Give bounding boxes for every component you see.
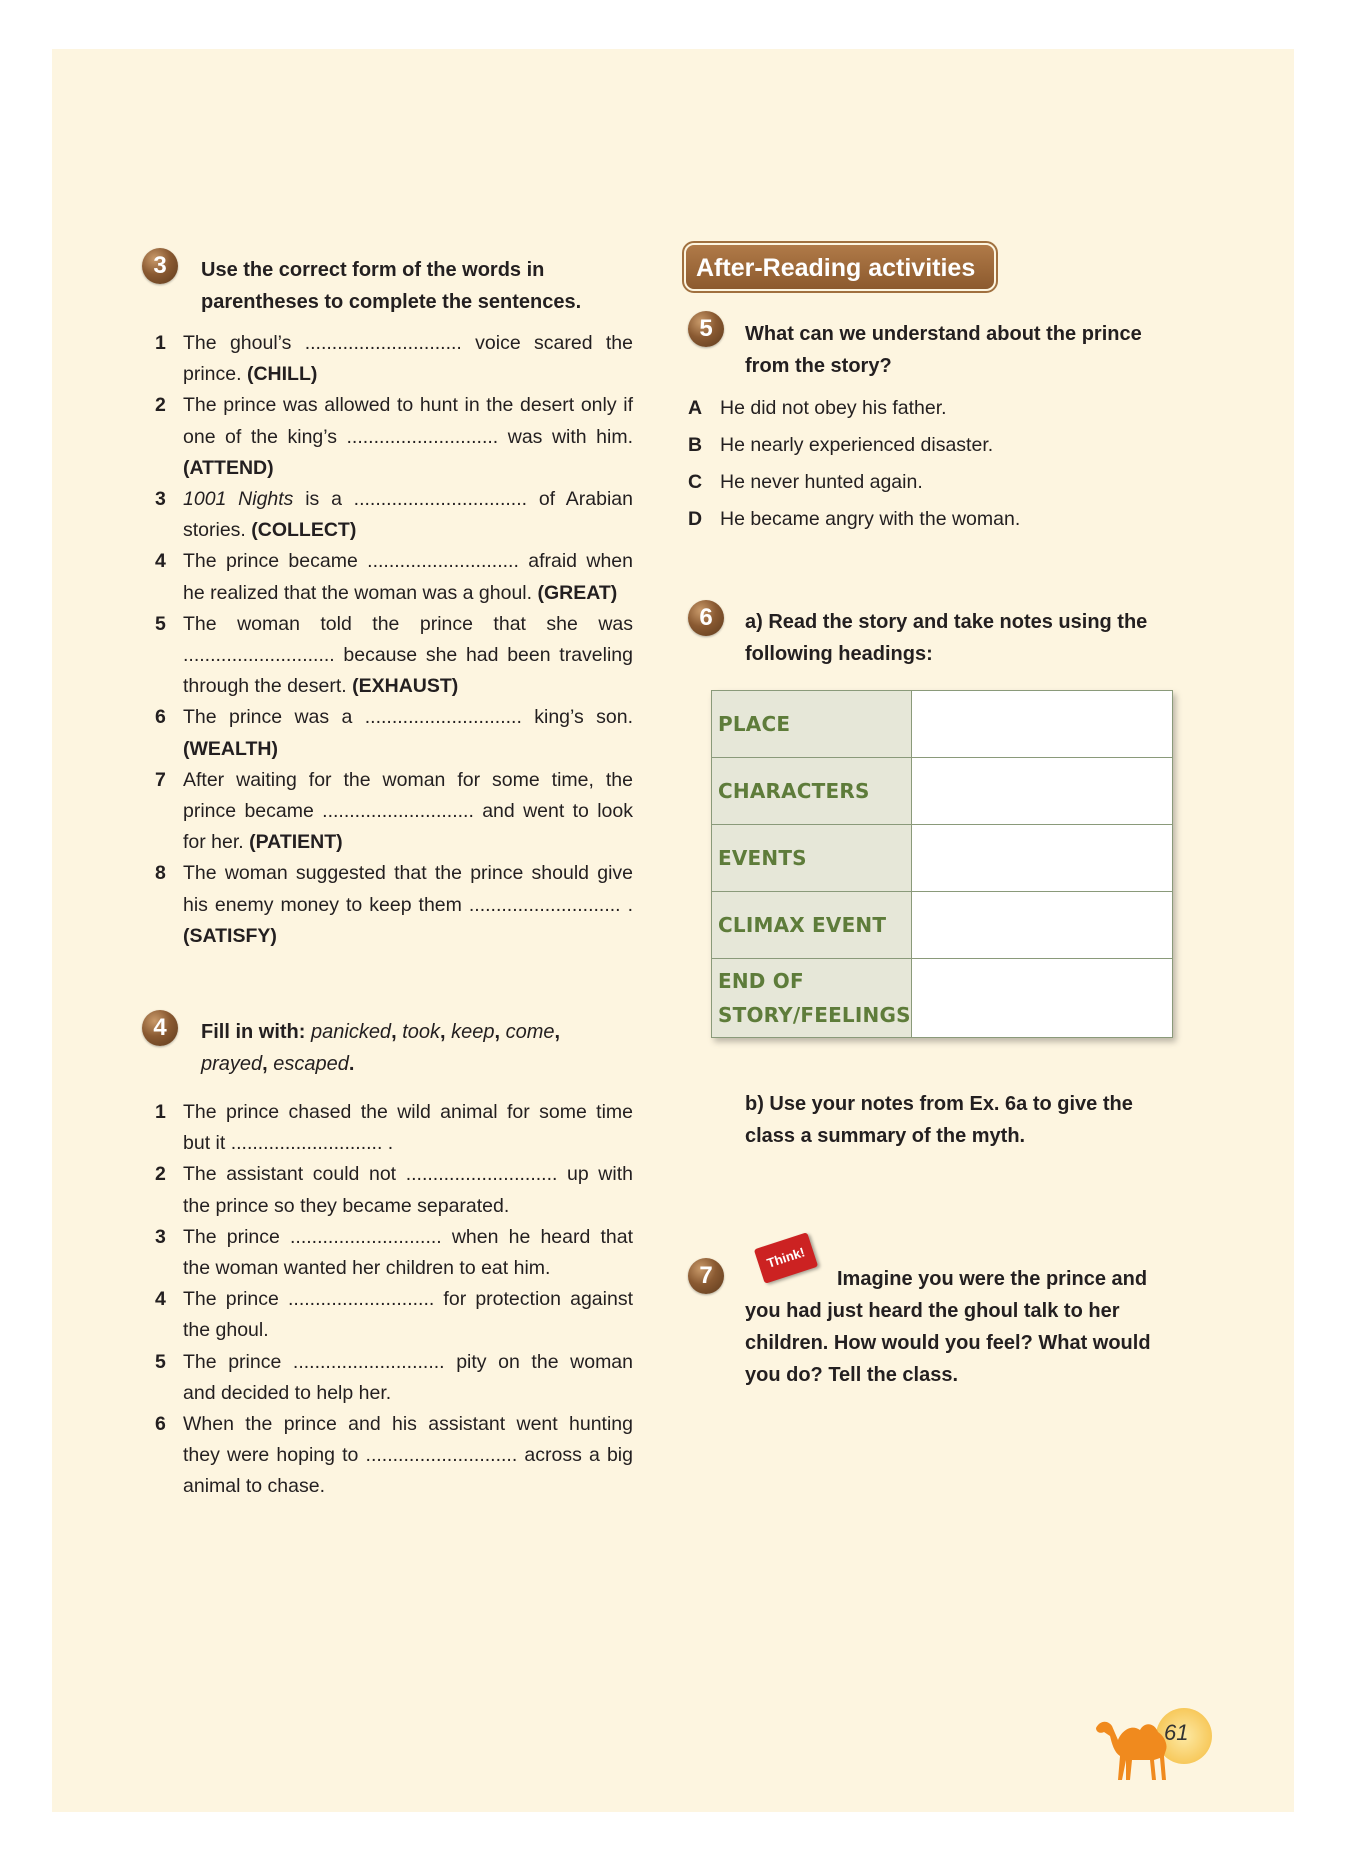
item-number: 1 (155, 332, 166, 354)
item-number: 3 (155, 488, 166, 511)
option-letter: D (688, 508, 703, 530)
notes-cell[interactable] (911, 691, 1172, 758)
item-text: The prince ............................ pity on the woman and decided to help her. (183, 1350, 633, 1404)
instruction-line: Imagine you were the prince and (837, 1268, 1148, 1290)
item-text: The woman told the prince that she was ............................ because she had been traveling through the desert. (183, 612, 633, 698)
list-item (141, 546, 633, 608)
table-heading: CLIMAX EVENT (712, 892, 912, 959)
item-text: The prince was allowed to hunt in the desert only if one of the king’s ............................ was with him. (183, 394, 633, 448)
keyword: (COLLECT) (251, 519, 357, 542)
table-row (712, 691, 1173, 758)
exercise-3-list (141, 328, 633, 952)
option-text: He never hunted again. (720, 471, 923, 493)
instruction-line: you do? Tell the class. (745, 1364, 959, 1386)
table-heading: CHARACTERS (712, 758, 912, 825)
item-number: 2 (155, 1163, 166, 1186)
keyword: (PATIENT) (249, 831, 343, 854)
keyword: (CHILL) (246, 363, 318, 386)
table-heading: PLACE (712, 691, 912, 758)
instruction-line: Use the correct form of the words in (201, 259, 545, 281)
table-heading: END OF STORY/FEELINGS (712, 959, 912, 1038)
option-letter: A (688, 397, 703, 419)
page-number-area (1088, 1706, 1222, 1786)
table-row (712, 892, 1173, 959)
item-number: 8 (155, 862, 166, 885)
option-item (682, 390, 1182, 427)
list-item (141, 1097, 633, 1159)
list-item (141, 609, 633, 703)
word-option: come (505, 1021, 555, 1043)
exercise-3-badge (142, 248, 178, 284)
item-text: The prince ............................ when he heard that the woman wanted her children to eat him. (183, 1225, 633, 1280)
option-text: He nearly experienced disaster. (720, 434, 994, 456)
after-reading-heading: After-Reading activities (684, 243, 996, 291)
item-text: The prince was a ............................. king’s son. (183, 706, 633, 729)
exercise-number: 5 (699, 315, 713, 342)
list-item (141, 484, 633, 546)
item-text: The prince ........................... for protection against the ghoul. (183, 1288, 633, 1342)
exercise-4-badge (142, 1010, 178, 1046)
exercise-5-options (682, 390, 1182, 538)
option-letter: B (688, 434, 703, 456)
instruction-line: a) Read the story and take notes using the (745, 611, 1148, 633)
item-number: 5 (155, 612, 166, 635)
word-option: keep (451, 1021, 495, 1043)
table-row (712, 959, 1173, 1038)
list-item (141, 390, 633, 484)
list-item (141, 1159, 633, 1221)
item-text: The ghoul’s ............................. voice scared the prince. (183, 332, 633, 386)
notes-table (711, 690, 1173, 1038)
list-item (141, 1222, 633, 1284)
item-text: When the prince and his assistant went hunting they were hoping to ............................ across a big animal to chase. (183, 1413, 633, 1498)
word-option: prayed (201, 1053, 263, 1075)
item-text: is a ................................ of Arabian stories. (183, 488, 633, 542)
instruction-line: parentheses to complete the sentences. (201, 291, 582, 313)
instruction-line: from the story? (745, 355, 892, 377)
instruction-label: Fill in with: (201, 1021, 306, 1043)
keyword: (SATISFY) (183, 924, 277, 947)
notes-cell[interactable] (911, 959, 1172, 1038)
word-option: escaped (273, 1053, 349, 1075)
table-heading: EVENTS (712, 825, 912, 892)
exercise-4-instruction: Fill in with: panicked, took, keep, come, prayed, escaped. (201, 1021, 561, 1075)
option-item (682, 464, 1182, 501)
think-badge: Think! (754, 1232, 818, 1284)
exercise-3-instruction (201, 254, 641, 318)
item-number: 2 (155, 394, 166, 417)
exercise-number: 7 (699, 1262, 713, 1289)
keyword: (ATTEND) (183, 456, 274, 479)
item-number: 5 (155, 1350, 166, 1373)
instruction-line: following headings: (745, 643, 933, 665)
exercise-5-badge (688, 311, 724, 347)
camel-icon (1088, 1706, 1198, 1786)
item-number: 4 (155, 1288, 166, 1311)
exercise-number: 4 (153, 1014, 167, 1041)
item-text: The woman suggested that the prince should give his enemy money to keep them ............................ . (183, 862, 633, 916)
notes-cell[interactable] (911, 825, 1172, 892)
list-item (141, 1409, 633, 1503)
page-number: 61 (1164, 1720, 1189, 1745)
instruction-line: class a summary of the myth. (745, 1125, 1026, 1147)
list-item (141, 1284, 633, 1346)
notes-cell[interactable] (911, 892, 1172, 959)
item-number: 6 (155, 706, 166, 729)
item-number: 7 (155, 768, 166, 791)
list-item (141, 328, 633, 390)
list-item (141, 1347, 633, 1409)
instruction-line: children. How would you feel? What would (745, 1332, 1151, 1354)
table-row (712, 825, 1173, 892)
title-text: 1001 Nights (183, 488, 294, 511)
instruction-line: you had just heard the ghoul talk to her (745, 1300, 1120, 1322)
exercise-6-badge (688, 600, 724, 636)
keyword: (WEALTH) (183, 737, 278, 760)
item-text: After waiting for the woman for some time, the prince became ............................ and went to look for her. (183, 768, 633, 854)
item-number: 4 (155, 550, 166, 573)
option-text: He did not obey his father. (720, 397, 947, 419)
item-text: The prince became ............................ afraid when he realized that the woman was a ghoul. (183, 550, 633, 604)
exercise-number: 6 (699, 604, 713, 631)
item-text: The assistant could not ............................ up with the prince so they became separated. (183, 1163, 633, 1217)
exercise-4-list (141, 1097, 633, 1503)
exercise-number: 3 (153, 252, 167, 279)
instruction-line: b) Use your notes from Ex. 6a to give the (745, 1093, 1133, 1115)
notes-cell[interactable] (911, 758, 1172, 825)
option-item (682, 427, 1182, 464)
instruction-line: What can we understand about the prince (745, 323, 1142, 345)
option-item (682, 501, 1182, 538)
exercise-6b-instruction (745, 1088, 1195, 1152)
item-number: 3 (155, 1225, 166, 1248)
word-option: panicked (311, 1021, 392, 1043)
exercise-6a-instruction (745, 606, 1195, 670)
list-item (141, 702, 633, 764)
list-item (141, 765, 633, 859)
list-item (141, 858, 633, 952)
keyword: (GREAT) (537, 581, 618, 604)
table-row (712, 758, 1173, 825)
keyword: (EXHAUST) (352, 675, 459, 698)
item-number: 1 (155, 1101, 166, 1123)
option-text: He became angry with the woman. (720, 508, 1021, 530)
exercise-7-badge (688, 1258, 724, 1294)
item-text: The prince chased the wild animal for some time but it ............................ . (183, 1101, 633, 1155)
option-letter: C (688, 471, 703, 493)
item-number: 6 (155, 1413, 166, 1436)
exercise-7-instruction (745, 1263, 1195, 1391)
word-option: took (402, 1021, 440, 1043)
exercise-5-instruction (745, 318, 1185, 382)
